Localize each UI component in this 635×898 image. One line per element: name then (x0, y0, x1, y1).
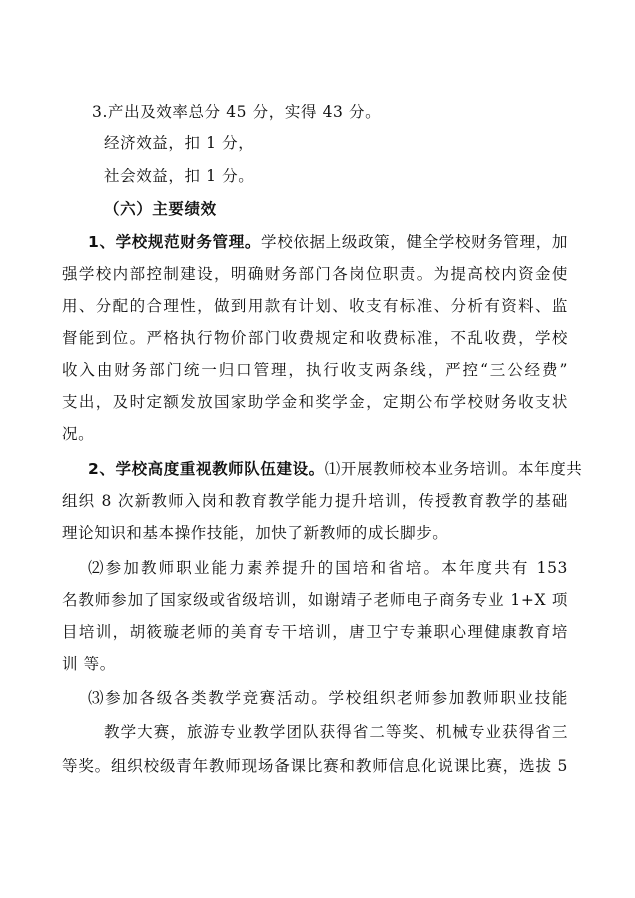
para1-line5: 收入由财务部门统一归口管理，执行收支两条线，严控“三公经费” (62, 361, 568, 379)
para1-line3: 用、分配的合理性，做到用款有计划、收支有标准、分析有资料、监 (62, 297, 568, 315)
para2-line1 (88, 459, 583, 479)
para3-line4: 训 等。 (62, 655, 116, 673)
para1-line2: 强学校内部控制建设，明确财务部门各岗位职责。为提高校内资金使 (62, 265, 568, 283)
para2-bold: 2、学校高度重视教师队伍建设。 (88, 460, 325, 478)
para1-line1 (88, 232, 568, 252)
para2-line3: 理论知识和基本操作技能，加快了新教师的成长脚步。 (62, 524, 449, 542)
para2-line2: 组织 8 次新教师入岗和教育教学能力提升培训，传授教育教学的基础 (62, 492, 568, 510)
summary-deduct-economic: 经济效益，扣 1 分， (104, 134, 255, 152)
para1-line7: 况。 (62, 425, 95, 443)
summary-deduct-social: 社会效益，扣 1 分。 (104, 167, 255, 185)
para1-bold: 1、学校规范财务管理。 (88, 233, 262, 251)
para1-line6: 支出，及时定额发放国家助学金和奖学金，定期公布学校财务收支状 (62, 393, 568, 411)
para1-line1-text: 学校依据上级政策，健全学校财务管理，加 (261, 233, 569, 251)
para4-line2: 教学大赛，旅游专业教学团队获得省二等奖、机械专业获得省三 (104, 723, 568, 741)
para1-line4: 督能到位。严格执行物价部门收费规定和收费标准，不乱收费，学校 (62, 329, 568, 347)
para4-line3: 等奖。组织校级青年教师现场备课比赛和教师信息化说课比赛，选拔 5 (62, 757, 568, 775)
para4-line1: ⑶参加各级各类教学竞赛活动。学校组织老师参加教师职业技能 (88, 689, 568, 707)
section-heading: （六）主要绩效 (104, 200, 217, 218)
para2-line1-text: ⑴开展教师校本业务培训。本年度共 (324, 460, 583, 478)
summary-total: 3.产出及效率总分 45 分，实得 43 分。 (92, 103, 382, 121)
para3-line3: 目培训，胡筱璇老师的美育专干培训，唐卫宁专兼职心理健康教育培 (62, 623, 568, 641)
para3-line2: 名教师参加了国家级或省级培训，如谢靖子老师电子商务专业 1+X 项 (62, 591, 568, 609)
para3-line1: ⑵参加教师职业能力素养提升的国培和省培。本年度共有 153 (88, 559, 568, 577)
